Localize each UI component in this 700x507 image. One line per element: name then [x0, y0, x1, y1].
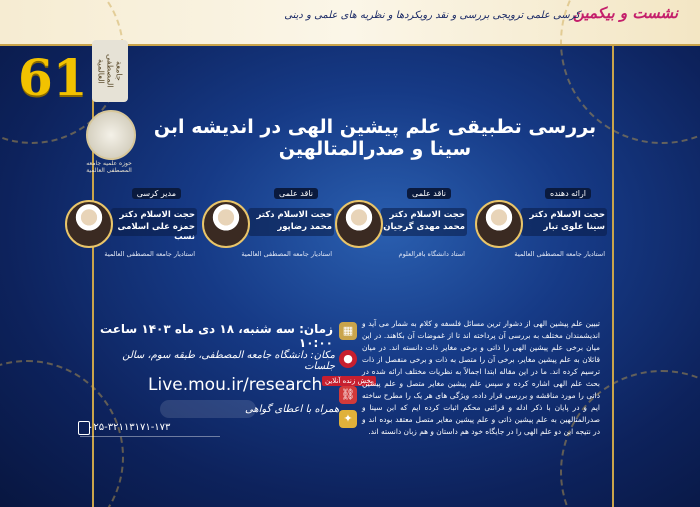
certificate-icon: ✦: [339, 410, 357, 428]
event-place: مکان: دانشگاه جامعه المصطفی، طبقه سوم، سالن جلسات: [122, 350, 335, 372]
location-icon: ●: [339, 350, 357, 368]
person-card: [192, 188, 332, 274]
seal-logo: [86, 110, 136, 160]
person-title: حجت الاسلام دکتر: [389, 210, 465, 220]
cta-pill: [160, 400, 256, 418]
person-name: حمزه علی اسلامی نسب: [117, 222, 195, 242]
series-subtitle: کرسی علمی ترویجی بررسی و نقد رویکردها و نظریه های علمی و دینی: [284, 10, 580, 21]
live-link[interactable]: Live.mou.ir/research: [148, 375, 323, 395]
person-role: ناقد علمی: [407, 188, 451, 199]
person-affiliation: استادیار جامعه المصطفی العالمیة: [241, 250, 332, 258]
abstract-text: تبیین علم پیشین الهی از دشوار ترین مسائل فلسفه و کلام به شمار می آید و اندیشمندان مختلف به بررسی آن پرداخته اند تا از غموضات آن بکاهند. در این میان برخی علم پیشین الهی را ذاتی و برخی مغایر ذات دانسته اند. در میان قائلان به علم پیشین مغایر، برخی آن را متصل به ذات و برخی منفصل از ذات ترسیم کرده اند. ما در این مقاله ابتدا اجمالاً به نظریات مختلف ارائه شده در بحث علم الهی اشاره کرده و سپس علم پیشین مغایر متصل و علم پیشین ذاتی را مورد مناقشه و بررسی قرار داده، ویژگی های هر یک را مطرح ساخته ایم و در پایان با ذکر ادله و قرائنی محکم اثبات کرده ایم که ابن سینا و صدرالمتالهین به علم پیشین ذاتی و علم پیشین مغایر متصل معتقد بوده اند و در نتیجه این دو علم الهی را در جایگاه خود هم داستان و هم زبان دانسته اند.: [362, 319, 600, 436]
event-time: زمان: سه شنبه، ۱۸ دی ماه ۱۴۰۳ ساعت ۱۰:۰۰: [100, 322, 333, 350]
avatar: [202, 200, 250, 248]
avatar: [65, 200, 113, 248]
series-label: نشست و بیکمین: [573, 4, 678, 22]
person-affiliation: استاد دانشگاه باقرالعلوم: [398, 250, 465, 258]
avatar: [475, 200, 523, 248]
person-affiliation: استادیار جامعه المصطفی العالمیة: [104, 250, 195, 258]
person-name: محمد رضاپور: [277, 222, 332, 232]
person-title: حجت الاسلام دکتر: [529, 210, 605, 220]
phone-icon: [78, 421, 90, 435]
person-role: ارائه دهنده: [545, 188, 591, 199]
certificate-note: همراه با اعطای گواهی: [245, 404, 340, 415]
link-icon: ⛓: [339, 386, 357, 404]
person-card: [55, 188, 195, 274]
person-name: محمد مهدی گرجیان: [383, 222, 465, 232]
online-badge: پخش زنده آنلاین: [322, 376, 376, 386]
person-name: سینا علوی تبار: [543, 222, 605, 232]
person-role: مدیر کرسی: [132, 188, 181, 199]
session-number: 61: [18, 48, 88, 107]
calendar-icon: ▦: [339, 322, 357, 340]
person-title: حجت الاسلام دکتر: [119, 210, 195, 220]
university-caption: جامعة المصطفی العالمیة: [96, 54, 124, 88]
person-card: [465, 188, 605, 274]
person-role: ناقد علمی: [274, 188, 318, 199]
person-affiliation: استادیار جامعه المصطفی العالمیة: [514, 250, 605, 258]
avatar: [335, 200, 383, 248]
seal-caption: حوزه علمیه جامعه المصطفی العالمیة: [86, 160, 132, 174]
university-logo: [92, 40, 128, 102]
phone-number: ۰۲۵-۳۲۱۱۳۱۷۱-۱۷۳: [88, 422, 171, 433]
page-title: بررسی تطبیقی علم پیشین الهی در اندیشه ابن سینا و صدرالمتالهین: [153, 116, 597, 160]
person-card: [325, 188, 465, 274]
person-title: حجت الاسلام دکتر: [256, 210, 332, 220]
